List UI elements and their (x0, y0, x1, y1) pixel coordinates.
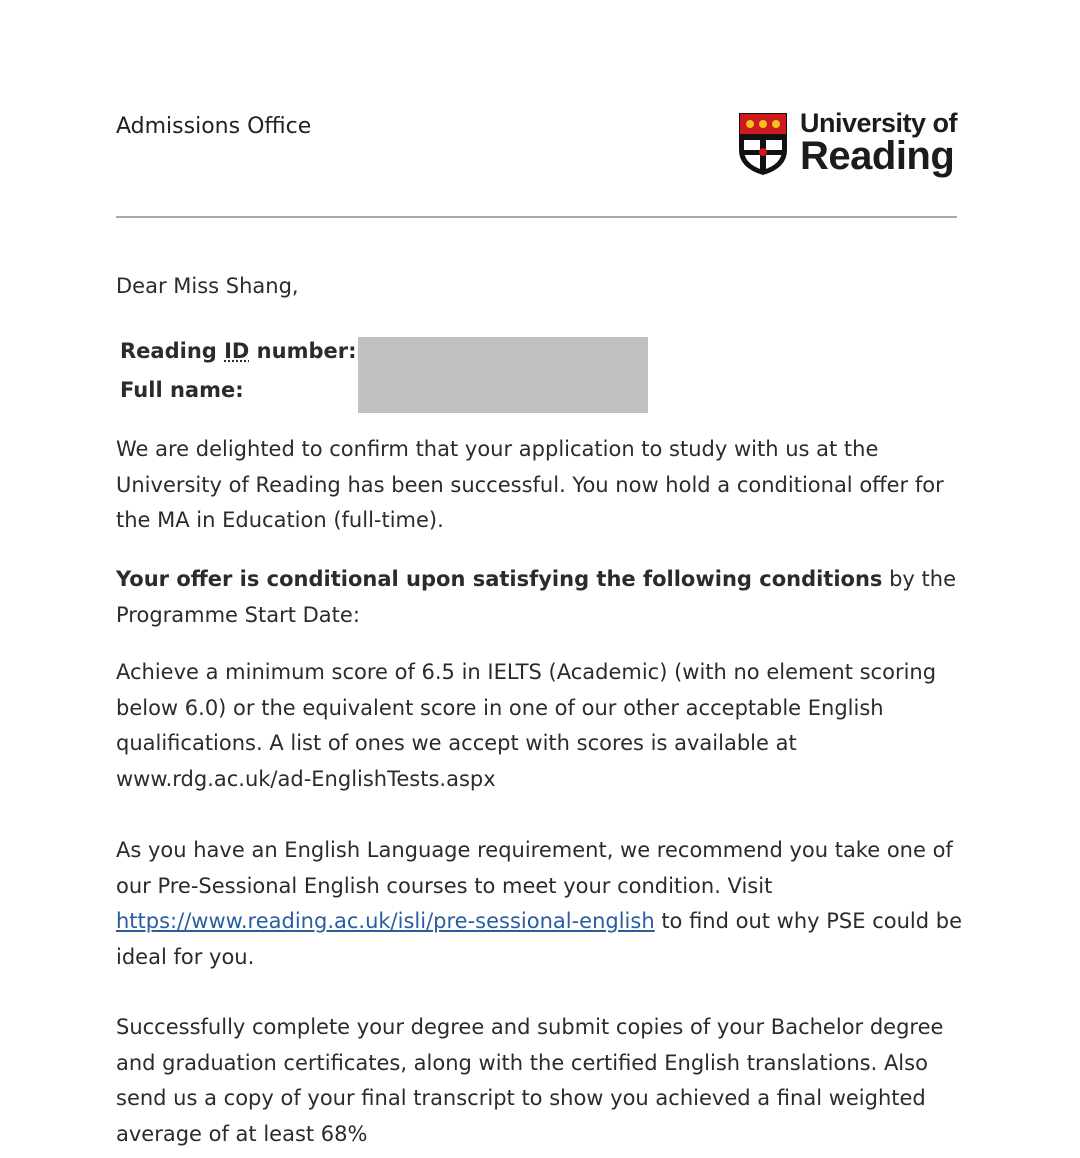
degree-condition-paragraph: Successfully complete your degree and submit copies of your Bachelor degree and graduation certificates, along with the certified English translations. Also send us a copy of your final transcript to show you achieved a final weighted average of at least 68% (116, 1015, 944, 1146)
pre-sessional-text-before: As you have an English Language requirement, we recommend you take one of our Pre-Sessional English courses to meet your condition. Visit (116, 838, 953, 898)
pre-sessional-paragraph (116, 833, 966, 975)
logo-text-university-of: University of (800, 108, 958, 138)
admissions-office-heading: Admissions Office (116, 114, 312, 139)
conditions-intro-bold: Your offer is conditional upon satisfying the following conditions (116, 567, 883, 591)
header-divider (116, 216, 957, 218)
conditions-intro-paragraph (116, 562, 966, 633)
pre-sessional-text-after: to find out why PSE could be ideal for you. (116, 909, 963, 969)
reading-id-label-suffix: number: (249, 339, 357, 363)
reading-id-label (120, 339, 356, 363)
conditions-intro-rest: by the Programme Start Date: (116, 567, 956, 627)
salutation: Dear Miss Shang, (116, 274, 299, 298)
offer-confirmation-paragraph: We are delighted to confirm that your application to study with us at the University of Reading has been successful. You now hold a conditional offer for the MA in Education (full-time). (116, 437, 944, 532)
pre-sessional-english-link[interactable]: https://www.reading.ac.uk/isli/pre-sessional-english (116, 909, 655, 933)
university-shield-icon (738, 112, 788, 176)
id-abbreviation: ID (224, 339, 250, 363)
reading-id-label-prefix: Reading (120, 339, 225, 363)
full-name-label: Full name: (120, 378, 244, 402)
redacted-details-block (358, 337, 648, 413)
logo-text-reading: Reading (800, 134, 955, 178)
english-requirement-paragraph: Achieve a minimum score of 6.5 in IELTS (Academic) (with no element scoring below 6.0) or the equivalent score in one of our other acceptable English qualifications. A list of ones we accept with scores is available at www.rdg.ac.uk/ad-EnglishTests.aspx (116, 660, 937, 791)
university-logo (738, 108, 960, 184)
